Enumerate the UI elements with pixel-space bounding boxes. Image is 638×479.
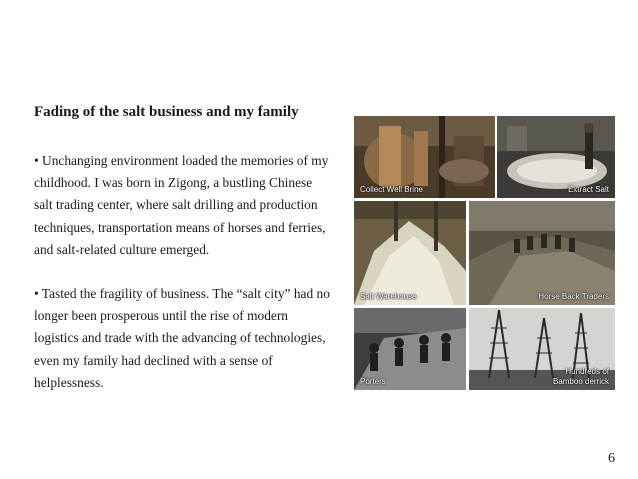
caption-horse-back-traders: Horse Back Traders: [538, 292, 609, 301]
caption-porters: Porters: [360, 377, 386, 386]
page-number: 6: [608, 451, 615, 466]
paragraph-business: • Tasted the fragility of business. The “salt city” had no longer been prosperous until the rise of modern logistics and trade with the advancing of technologies, even my family had declined with a sense of helplessness.: [34, 286, 330, 390]
photo-porters: [354, 308, 466, 390]
caption-bamboo-derrick: [553, 367, 609, 387]
caption-derrick-line2: Bamboo derrick: [552, 377, 609, 386]
photo-bamboo-derrick: [469, 308, 615, 390]
photo-horse-back-traders: [469, 201, 615, 305]
caption-salt-warehouse: Salt Warehouse: [360, 292, 417, 301]
photo-salt-warehouse: [354, 201, 466, 305]
caption-extract-salt: Extract Salt: [568, 185, 609, 194]
caption-collect-well-brine: Collect Well Brine: [360, 185, 423, 194]
photo-extract-salt: [497, 116, 615, 198]
slide-title: Fading of the salt business and my family: [34, 104, 299, 120]
photo-collect-well-brine: [354, 116, 495, 198]
paragraph-childhood: • Unchanging environment loaded the memories of my childhood. I was born in Zigong, a bustling Chinese salt trading center, where salt drilling and production techniques, transportation means of horses and ferries, and salt-related culture emerged.: [34, 153, 329, 257]
caption-derrick-line1: Hundreds of: [565, 367, 609, 376]
slide-body: [34, 150, 334, 394]
